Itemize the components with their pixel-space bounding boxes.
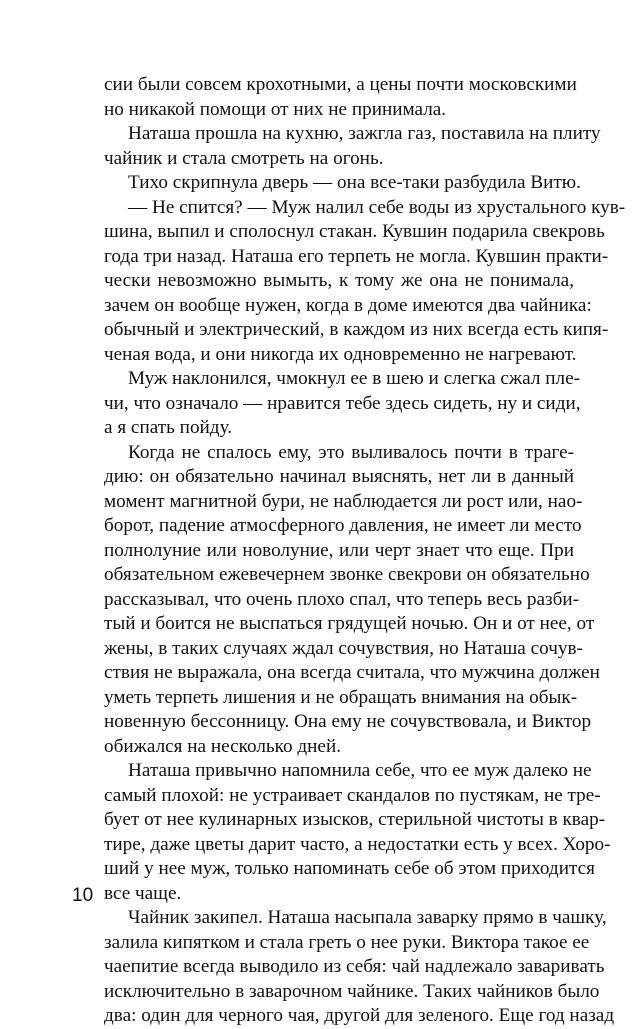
text-line: года три назад. Наташа его терпеть не могла. Кувшин практи- <box>104 245 609 267</box>
text-line: тый и боится не выспаться грядущей ночью. Он и от нее, от <box>104 613 595 634</box>
text-line: момент магнитной бури, не наблюдается ли рост или, нао- <box>104 490 583 512</box>
text-line: обижался на несколько дней. <box>104 735 342 757</box>
text-line: полнолуние или новолуние, или черт знает что еще. При <box>104 539 574 561</box>
text-line: обязательном ежевечернем звонке свекрови он обязательно <box>104 564 590 585</box>
text-line: Наташа привычно напомнила себе, что ее муж далеко не <box>128 760 592 781</box>
text-line: обычный и электрический, в каждом из них всегда есть кипя- <box>104 319 609 340</box>
text-line: чайник и стала смотреть на огонь. <box>104 147 384 169</box>
text-line: Когда не спалось ему, это выливалось почти в траге- <box>128 441 574 463</box>
page-number: 10 <box>72 885 94 906</box>
text-line: чески невозможно вымыть, к тому же она не понимала, <box>104 270 574 291</box>
text-line: чи, что означало — нравится тебе здесь сидеть, ну и сиди, <box>104 392 581 414</box>
text-line: рассказывал, что очень плохо спал, что теперь весь разби- <box>104 588 580 610</box>
text-line: два: один для черного чая, другой для зеленого. Еще год назад <box>104 1005 615 1026</box>
text-line: ший у нее муж, только напоминать себе об этом приходится <box>104 858 595 879</box>
text-line: Муж наклонился, чмокнул ее в шею и слегка сжал пле- <box>128 368 580 389</box>
text-line: зачем он вообще нужен, когда в доме имеются два чайника: <box>104 294 592 316</box>
text-line: — Не спится? — Муж налил себе воды из хрустального кув- <box>128 196 626 218</box>
body-text <box>104 73 626 1029</box>
text-line: Наташа прошла на кухню, зажгла газ, поставила на плиту <box>128 123 601 144</box>
text-line: а я спать пойду. <box>104 417 233 438</box>
text-line: дию: он обязательно начинал выяснять, нет ли в данный <box>104 466 574 487</box>
text-line: Чайник закипел. Наташа насыпала заварку прямо в чашку, <box>128 907 607 928</box>
text-line: исключительно в заварочном чайнике. Таких чайников было <box>104 980 600 1002</box>
text-line: шина, выпил и сполоснул стакан. Кувшин подарила свекровь <box>104 221 605 242</box>
text-line: ченая вода, и они никогда их одновременно не нагревают. <box>104 343 577 365</box>
text-line: залила кипятком и стала греть о нее руки. Виктора такое ее <box>104 931 590 953</box>
text-line: ствия не выражала, она всегда считала, что мужчина должен <box>104 662 600 683</box>
text-line: бует от нее кулинарных изысков, стерильной чистоты в квар- <box>104 809 606 830</box>
text-line: тире, даже цветы дарит часто, а недостатки есть у всех. Хоро- <box>104 833 611 855</box>
text-line: но никакой помощи от них не принимала. <box>104 98 447 120</box>
text-line: новенную бессонницу. Она ему не сочувствовала, и Виктор <box>104 711 592 732</box>
text-line: борот, падение атмосферного давления, не имеет ли место <box>104 515 582 536</box>
text-line: уметь терпеть лишения и не обращать внимания на обык- <box>104 686 578 708</box>
text-line: Тихо скрипнула дверь — она все-таки разбудила Витю. <box>128 172 581 193</box>
text-line: сии были совсем крохотными, а цены почти московскими <box>104 74 577 95</box>
text-line: самый плохой: не устраивает скандалов по пустякам, не тре- <box>104 784 601 806</box>
text-line: чаепитие всегда выводило из себя: чай надлежало заваривать <box>104 956 605 977</box>
text-line: жены, в таких случаях ждал сочувствия, но Наташа сочув- <box>104 637 583 659</box>
text-line: все чаще. <box>104 882 182 904</box>
